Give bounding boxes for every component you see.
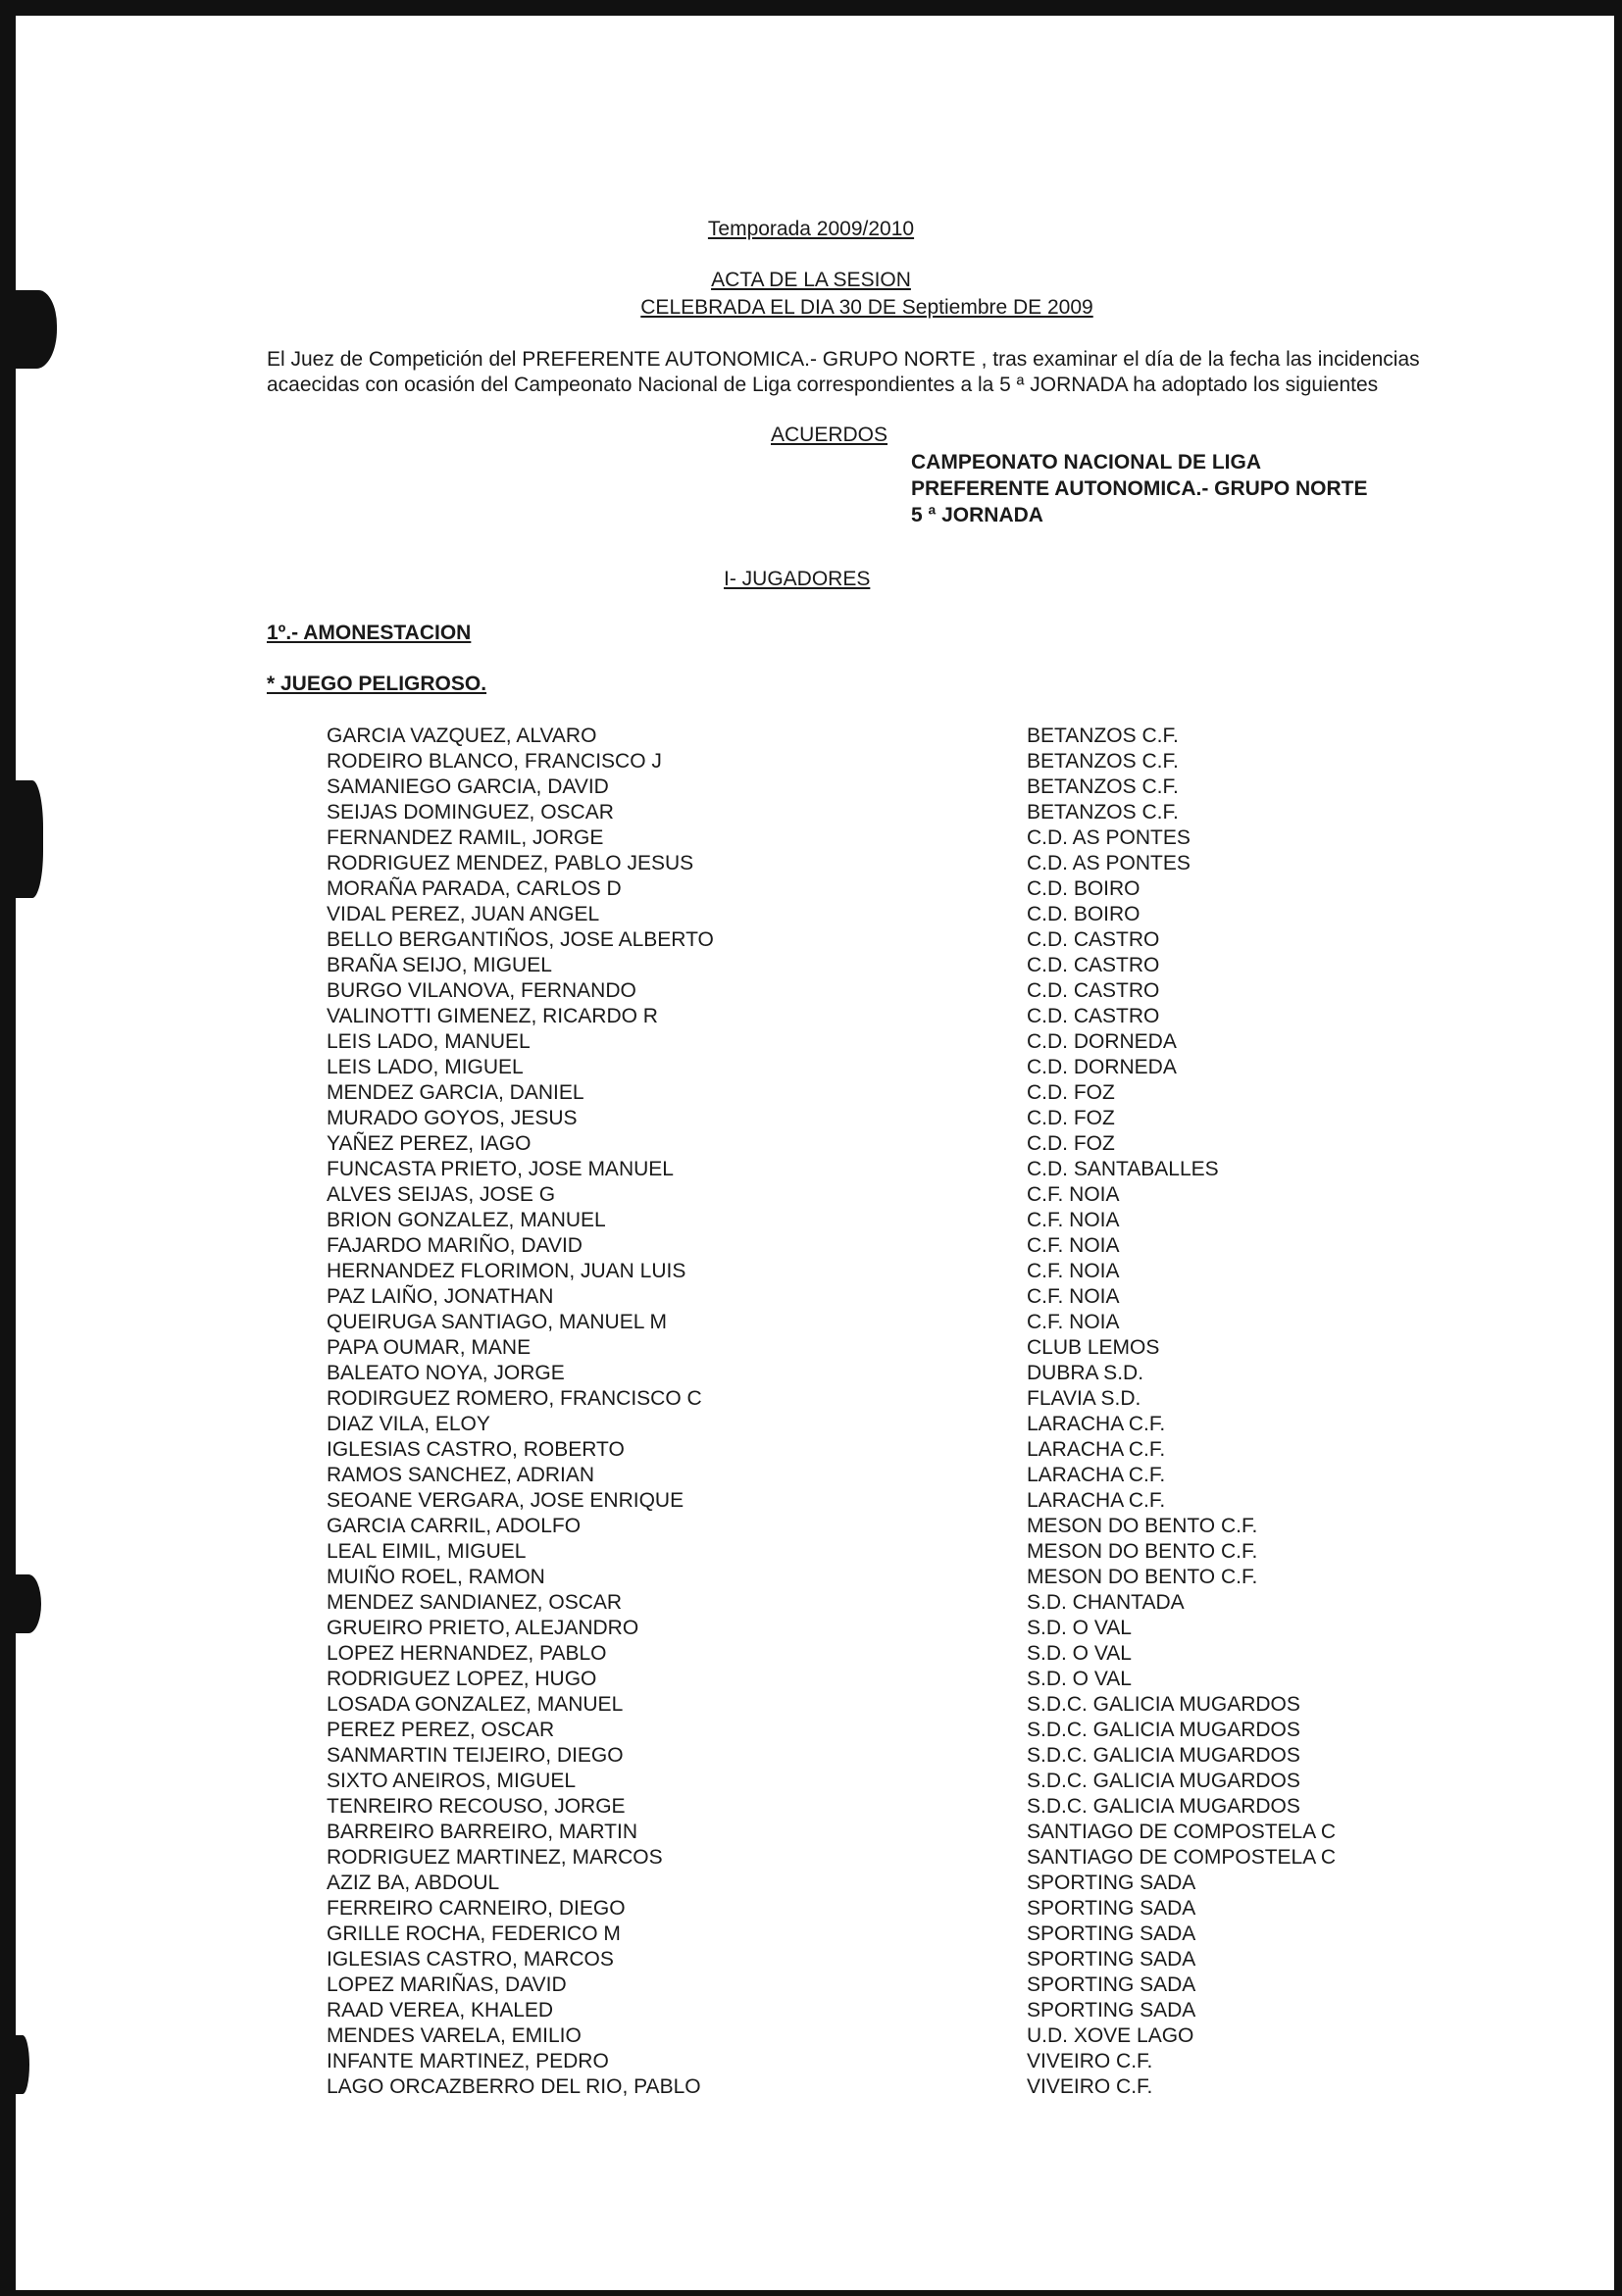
player-club: C.D. DORNEDA bbox=[1027, 1056, 1177, 1078]
player-club: S.D.C. GALICIA MUGARDOS bbox=[1027, 1719, 1300, 1741]
player-name: MORAÑA PARADA, CARLOS D bbox=[327, 877, 622, 900]
player-club: C.F. NOIA bbox=[1027, 1311, 1120, 1333]
player-club: CLUB LEMOS bbox=[1027, 1336, 1160, 1359]
table-row bbox=[327, 1871, 1405, 1896]
player-club: C.F. NOIA bbox=[1027, 1234, 1120, 1257]
player-name: LAGO ORCAZBERRO DEL RIO, PABLO bbox=[327, 2075, 701, 2098]
table-row bbox=[327, 1259, 1405, 1284]
player-club: C.D. BOIRO bbox=[1027, 877, 1140, 900]
intro-line: El Juez de Competición del PREFERENTE AUTONOMICA.- GRUPO NORTE , tras examinar el día de la fecha las incidencias bbox=[267, 348, 1420, 371]
table-row bbox=[327, 1845, 1405, 1871]
player-name: MURADO GOYOS, JESUS bbox=[327, 1107, 578, 1129]
player-club: S.D.C. GALICIA MUGARDOS bbox=[1027, 1770, 1300, 1792]
table-row bbox=[327, 724, 1405, 749]
table-row bbox=[327, 1641, 1405, 1667]
table-row bbox=[327, 851, 1405, 876]
player-name: SIXTO ANEIROS, MIGUEL bbox=[327, 1770, 577, 1792]
scan-edge-damage bbox=[16, 2035, 29, 2094]
player-name: RODIRGUEZ ROMERO, FRANCISCO C bbox=[327, 1387, 702, 1410]
player-club: S.D. CHANTADA bbox=[1027, 1591, 1185, 1614]
player-name: GARCIA CARRIL, ADOLFO bbox=[327, 1515, 582, 1537]
player-club: MESON DO BENTO C.F. bbox=[1027, 1566, 1258, 1588]
table-row bbox=[327, 1820, 1405, 1845]
player-name: SEOANE VERGARA, JOSE ENRIQUE bbox=[327, 1489, 684, 1512]
intro-line: acaecidas con ocasión del Campeonato Nacional de Liga correspondientes a la 5 ª JORNADA ha adoptado los siguientes bbox=[267, 374, 1379, 396]
table-row bbox=[327, 1284, 1405, 1310]
table-row bbox=[327, 876, 1405, 902]
player-name: MENDES VARELA, EMILIO bbox=[327, 2024, 582, 2047]
player-club: SPORTING SADA bbox=[1027, 1973, 1196, 1996]
championship-round: 5 ª JORNADA bbox=[911, 504, 1043, 526]
player-club: SPORTING SADA bbox=[1027, 1999, 1196, 2021]
table-row bbox=[327, 1412, 1405, 1437]
player-name: MENDEZ SANDIANEZ, OSCAR bbox=[327, 1591, 623, 1614]
player-name: LOPEZ HERNANDEZ, PABLO bbox=[327, 1642, 607, 1665]
player-name: PEREZ PEREZ, OSCAR bbox=[327, 1719, 555, 1741]
table-row bbox=[327, 1106, 1405, 1131]
player-club: BETANZOS C.F. bbox=[1027, 724, 1179, 747]
player-club: SPORTING SADA bbox=[1027, 1922, 1196, 1945]
table-row bbox=[327, 1233, 1405, 1259]
scan-edge-damage bbox=[16, 780, 43, 898]
player-name: HERNANDEZ FLORIMON, JUAN LUIS bbox=[327, 1260, 686, 1282]
player-club: S.D.C. GALICIA MUGARDOS bbox=[1027, 1795, 1300, 1818]
player-club: SPORTING SADA bbox=[1027, 1897, 1196, 1920]
player-name: RAAD VEREA, KHALED bbox=[327, 1999, 554, 2021]
intro-paragraph bbox=[267, 347, 1512, 398]
player-club: LARACHA C.F. bbox=[1027, 1489, 1166, 1512]
player-name: LEIS LADO, MIGUEL bbox=[327, 1056, 524, 1078]
player-club: VIVEIRO C.F. bbox=[1027, 2050, 1153, 2072]
player-club: BETANZOS C.F. bbox=[1027, 775, 1179, 798]
table-row bbox=[327, 927, 1405, 953]
sanction-heading: 1º.- AMONESTACION bbox=[267, 622, 472, 644]
table-row bbox=[327, 1004, 1405, 1029]
table-row bbox=[327, 1131, 1405, 1157]
player-name: TENREIRO RECOUSO, JORGE bbox=[327, 1795, 626, 1818]
player-club: C.F. NOIA bbox=[1027, 1260, 1120, 1282]
player-club: C.D. FOZ bbox=[1027, 1132, 1115, 1155]
table-row bbox=[327, 1361, 1405, 1386]
player-name: BRAÑA SEIJO, MIGUEL bbox=[327, 954, 552, 976]
scan-edge-damage bbox=[16, 1574, 41, 1633]
reason-heading: * JUEGO PELIGROSO. bbox=[267, 673, 487, 695]
player-name: SEIJAS DOMINGUEZ, OSCAR bbox=[327, 801, 614, 824]
player-club: S.D.C. GALICIA MUGARDOS bbox=[1027, 1693, 1300, 1716]
table-row bbox=[327, 978, 1405, 1004]
table-row bbox=[327, 1667, 1405, 1692]
table-row bbox=[327, 800, 1405, 825]
player-club: S.D.C. GALICIA MUGARDOS bbox=[1027, 1744, 1300, 1767]
table-row bbox=[327, 825, 1405, 851]
table-row bbox=[327, 1335, 1405, 1361]
players-table bbox=[327, 724, 1405, 2100]
table-row bbox=[327, 1794, 1405, 1820]
player-name: FUNCASTA PRIETO, JOSE MANUEL bbox=[327, 1158, 674, 1180]
table-row bbox=[327, 1437, 1405, 1463]
table-row bbox=[327, 1080, 1405, 1106]
table-row bbox=[327, 1922, 1405, 1947]
player-name: LOSADA GONZALEZ, MANUEL bbox=[327, 1693, 624, 1716]
table-row bbox=[327, 1972, 1405, 1998]
player-club: C.D. BOIRO bbox=[1027, 903, 1140, 925]
player-name: QUEIRUGA SANTIAGO, MANUEL M bbox=[327, 1311, 667, 1333]
player-club: SANTIAGO DE COMPOSTELA C bbox=[1027, 1821, 1337, 1843]
player-name: FERREIRO CARNEIRO, DIEGO bbox=[327, 1897, 626, 1920]
player-club: C.D. CASTRO bbox=[1027, 979, 1160, 1002]
table-row bbox=[327, 1718, 1405, 1743]
table-row bbox=[327, 774, 1405, 800]
player-club: C.D. DORNEDA bbox=[1027, 1030, 1177, 1053]
table-row bbox=[327, 2023, 1405, 2049]
player-name: AZIZ BA, ABDOUL bbox=[327, 1872, 500, 1894]
player-club: SPORTING SADA bbox=[1027, 1948, 1196, 1971]
player-name: LEAL EIMIL, MIGUEL bbox=[327, 1540, 527, 1563]
table-row bbox=[327, 1947, 1405, 1972]
player-club: U.D. XOVE LAGO bbox=[1027, 2024, 1194, 2047]
player-name: RODRIGUEZ MARTINEZ, MARCOS bbox=[327, 1846, 663, 1869]
player-club: C.F. NOIA bbox=[1027, 1285, 1120, 1308]
table-row bbox=[327, 1029, 1405, 1055]
player-club: C.D. FOZ bbox=[1027, 1081, 1115, 1104]
player-name: RODEIRO BLANCO, FRANCISCO J bbox=[327, 750, 662, 773]
acta-title: ACTA DE LA SESION bbox=[711, 269, 911, 291]
player-club: C.F. NOIA bbox=[1027, 1183, 1120, 1206]
player-name: BALEATO NOYA, JORGE bbox=[327, 1362, 565, 1384]
player-club: DUBRA S.D. bbox=[1027, 1362, 1144, 1384]
table-row bbox=[327, 902, 1405, 927]
player-club: VIVEIRO C.F. bbox=[1027, 2075, 1153, 2098]
player-name: VIDAL PEREZ, JUAN ANGEL bbox=[327, 903, 600, 925]
player-name: RODRIGUEZ LOPEZ, HUGO bbox=[327, 1668, 597, 1690]
player-name: RAMOS SANCHEZ, ADRIAN bbox=[327, 1464, 595, 1486]
section-heading: I- JUGADORES bbox=[724, 568, 871, 590]
player-name: LEIS LADO, MANUEL bbox=[327, 1030, 531, 1053]
acuerdos-heading: ACUERDOS bbox=[771, 424, 888, 446]
player-club: SANTIAGO DE COMPOSTELA C bbox=[1027, 1846, 1337, 1869]
table-row bbox=[327, 1998, 1405, 2023]
player-name: GARCIA VAZQUEZ, ALVARO bbox=[327, 724, 597, 747]
player-club: S.D. O VAL bbox=[1027, 1617, 1132, 1639]
table-row bbox=[327, 1692, 1405, 1718]
table-row bbox=[327, 1769, 1405, 1794]
player-club: MESON DO BENTO C.F. bbox=[1027, 1540, 1258, 1563]
player-club: MESON DO BENTO C.F. bbox=[1027, 1515, 1258, 1537]
player-name: BELLO BERGANTIÑOS, JOSE ALBERTO bbox=[327, 928, 714, 951]
table-row bbox=[327, 2049, 1405, 2074]
table-row bbox=[327, 1743, 1405, 1769]
table-row bbox=[327, 1488, 1405, 1514]
player-name: MENDEZ GARCIA, DANIEL bbox=[327, 1081, 584, 1104]
table-row bbox=[327, 1182, 1405, 1208]
player-name: IGLESIAS CASTRO, MARCOS bbox=[327, 1948, 614, 1971]
table-row bbox=[327, 1590, 1405, 1616]
player-name: LOPEZ MARIÑAS, DAVID bbox=[327, 1973, 567, 1996]
table-row bbox=[327, 1055, 1405, 1080]
player-name: INFANTE MARTINEZ, PEDRO bbox=[327, 2050, 609, 2072]
table-row bbox=[327, 1565, 1405, 1590]
table-row bbox=[327, 749, 1405, 774]
player-name: PAZ LAIÑO, JONATHAN bbox=[327, 1285, 554, 1308]
table-row bbox=[327, 953, 1405, 978]
player-name: SANMARTIN TEIJEIRO, DIEGO bbox=[327, 1744, 624, 1767]
table-row bbox=[327, 1157, 1405, 1182]
player-name: YAÑEZ PEREZ, IAGO bbox=[327, 1132, 532, 1155]
player-club: S.D. O VAL bbox=[1027, 1642, 1132, 1665]
championship-name: CAMPEONATO NACIONAL DE LIGA bbox=[911, 451, 1262, 474]
table-row bbox=[327, 2074, 1405, 2100]
player-name: MUIÑO ROEL, RAMON bbox=[327, 1566, 545, 1588]
championship-block bbox=[911, 449, 1368, 528]
player-name: GRUEIRO PRIETO, ALEJANDRO bbox=[327, 1617, 639, 1639]
player-name: BURGO VILANOVA, FERNANDO bbox=[327, 979, 636, 1002]
table-row bbox=[327, 1386, 1405, 1412]
table-row bbox=[327, 1310, 1405, 1335]
player-club: C.D. CASTRO bbox=[1027, 928, 1160, 951]
player-club: C.D. CASTRO bbox=[1027, 954, 1160, 976]
player-club: C.D. SANTABALLES bbox=[1027, 1158, 1219, 1180]
player-name: ALVES SEIJAS, JOSE G bbox=[327, 1183, 556, 1206]
table-row bbox=[327, 1896, 1405, 1922]
table-row bbox=[327, 1208, 1405, 1233]
player-name: GRILLE ROCHA, FEDERICO M bbox=[327, 1922, 621, 1945]
session-date: CELEBRADA EL DIA 30 DE Septiembre DE 2009 bbox=[640, 296, 1093, 319]
player-club: BETANZOS C.F. bbox=[1027, 750, 1179, 773]
player-name: FERNANDEZ RAMIL, JORGE bbox=[327, 826, 604, 849]
player-name: DIAZ VILA, ELOY bbox=[327, 1413, 490, 1435]
player-club: C.D. AS PONTES bbox=[1027, 852, 1191, 874]
player-club: S.D. O VAL bbox=[1027, 1668, 1132, 1690]
player-name: VALINOTTI GIMENEZ, RICARDO R bbox=[327, 1005, 658, 1027]
championship-group: PREFERENTE AUTONOMICA.- GRUPO NORTE bbox=[911, 477, 1368, 500]
season-title: Temporada 2009/2010 bbox=[707, 218, 915, 240]
player-name: BARREIRO BARREIRO, MARTIN bbox=[327, 1821, 637, 1843]
player-club: C.D. FOZ bbox=[1027, 1107, 1115, 1129]
player-name: FAJARDO MARIÑO, DAVID bbox=[327, 1234, 583, 1257]
player-club: LARACHA C.F. bbox=[1027, 1438, 1166, 1461]
player-club: BETANZOS C.F. bbox=[1027, 801, 1179, 824]
player-name: BRION GONZALEZ, MANUEL bbox=[327, 1209, 606, 1231]
player-club: LARACHA C.F. bbox=[1027, 1413, 1166, 1435]
player-club: C.D. AS PONTES bbox=[1027, 826, 1191, 849]
player-club: FLAVIA S.D. bbox=[1027, 1387, 1141, 1410]
player-name: PAPA OUMAR, MANE bbox=[327, 1336, 532, 1359]
table-row bbox=[327, 1539, 1405, 1565]
player-club: LARACHA C.F. bbox=[1027, 1464, 1166, 1486]
player-name: RODRIGUEZ MENDEZ, PABLO JESUS bbox=[327, 852, 694, 874]
table-row bbox=[327, 1463, 1405, 1488]
table-row bbox=[327, 1514, 1405, 1539]
player-club: C.D. CASTRO bbox=[1027, 1005, 1160, 1027]
player-club: C.F. NOIA bbox=[1027, 1209, 1120, 1231]
player-name: SAMANIEGO GARCIA, DAVID bbox=[327, 775, 609, 798]
player-name: IGLESIAS CASTRO, ROBERTO bbox=[327, 1438, 625, 1461]
player-club: SPORTING SADA bbox=[1027, 1872, 1196, 1894]
table-row bbox=[327, 1616, 1405, 1641]
